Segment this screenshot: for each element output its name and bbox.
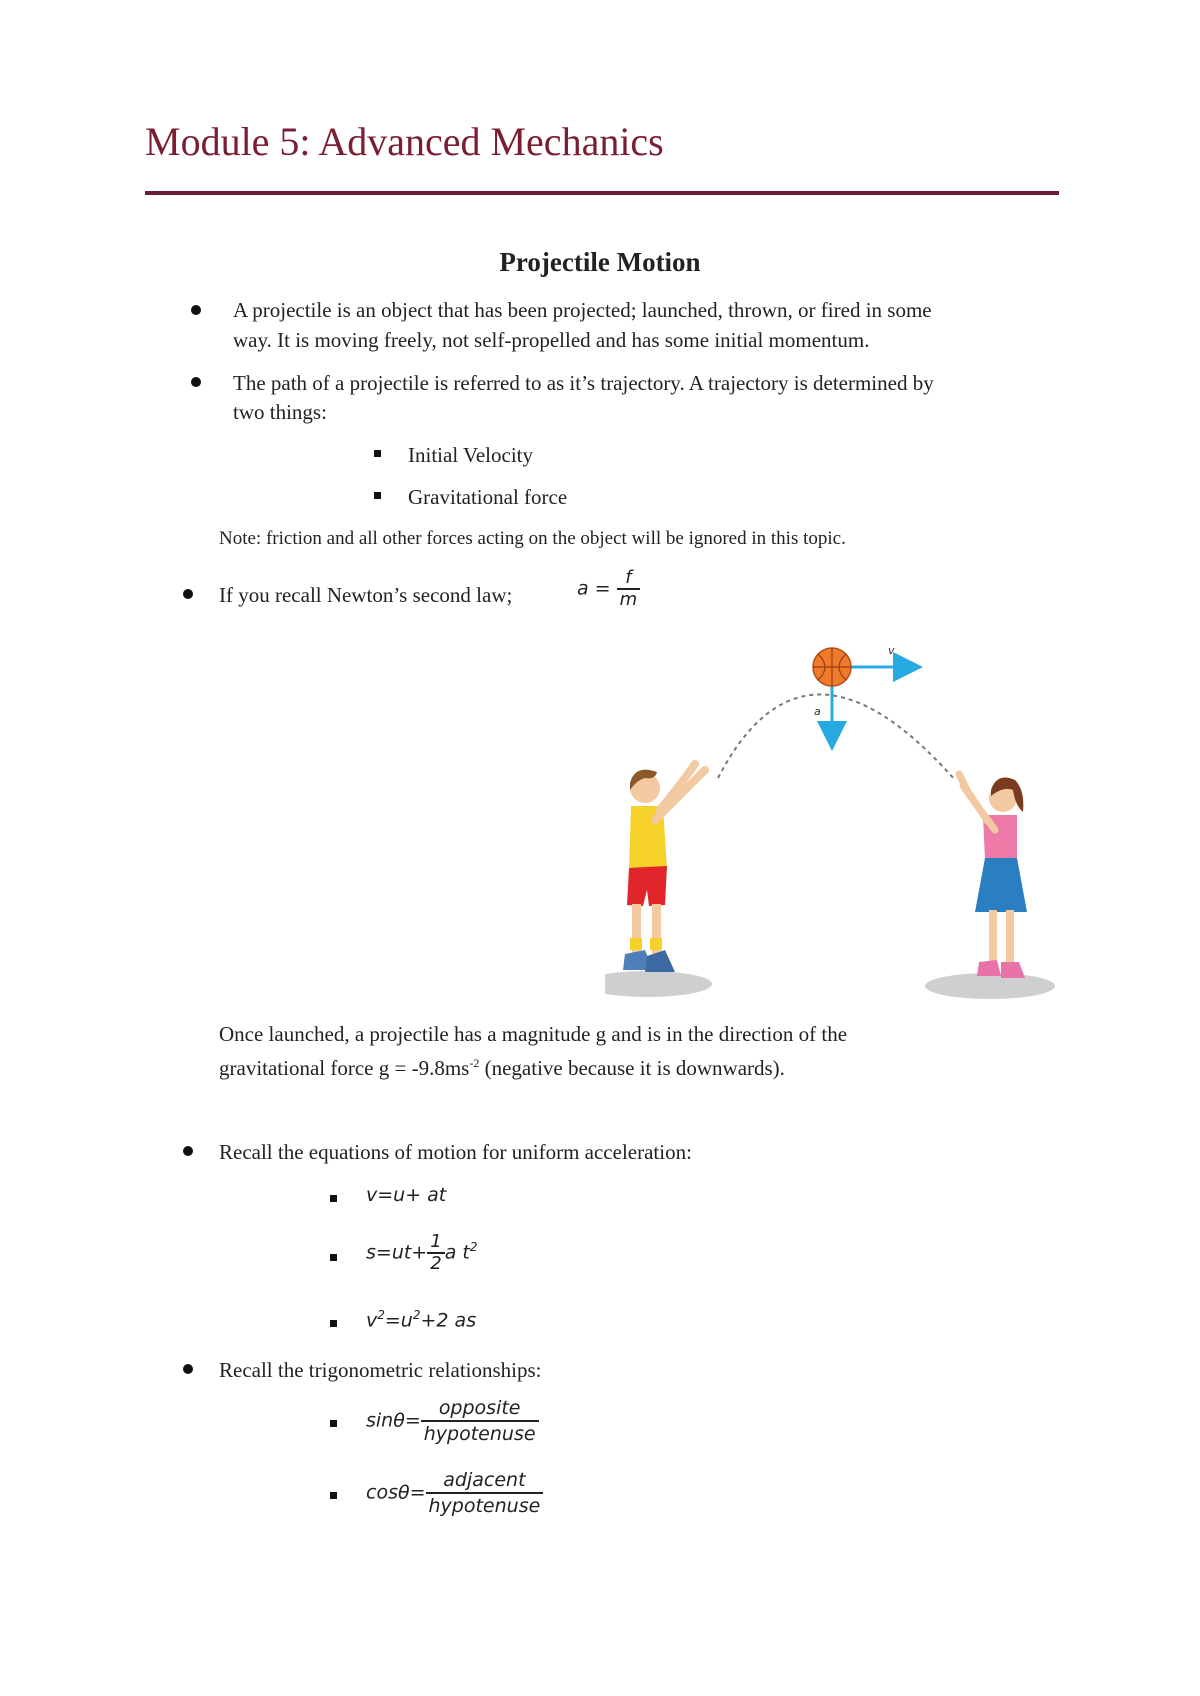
equation-2-den: 2: [430, 1253, 442, 1274]
equation-3-v: v: [366, 1309, 378, 1332]
newton-lhs: a =: [577, 577, 611, 600]
bullet-icon: [183, 1146, 193, 1156]
square-bullet-icon: [330, 1492, 337, 1499]
section-title: Projectile Motion: [499, 247, 701, 277]
equation-2-rhs: a t: [444, 1241, 470, 1264]
girl-shadow: [925, 973, 1055, 999]
boy-figure: [623, 764, 705, 972]
bullet-icon: [183, 589, 193, 599]
bullet-2-line-2: two things:: [233, 400, 327, 424]
sine-lhs: sinθ=: [366, 1409, 421, 1432]
launch-line-2-b: (negative because it is downwards).: [479, 1056, 785, 1080]
square-bullet-icon: [330, 1320, 337, 1327]
bullet-1-line-2: way. It is moving freely, not self-propelled and has some initial momentum.: [233, 328, 870, 352]
sub-bullet-initial-velocity: Initial Velocity: [408, 443, 534, 467]
square-bullet-icon: [374, 492, 381, 499]
square-bullet-icon: [374, 450, 381, 457]
newton-law-text: If you recall Newton’s second law;: [219, 583, 513, 607]
girl-figure: [959, 774, 1027, 978]
sine-fraction: [421, 1396, 539, 1446]
title-divider: [145, 191, 1059, 195]
equation-2-fraction: [427, 1232, 444, 1274]
bullet-icon: [183, 1364, 193, 1374]
newton-numerator: f: [617, 568, 641, 590]
cosine-fraction: [426, 1468, 544, 1518]
equation-3-sup-1: 2: [377, 1308, 385, 1322]
cosine-denominator: hypotenuse: [428, 1495, 541, 1517]
velocity-label: v: [888, 644, 895, 657]
equations-intro: Recall the equations of motion for uniform acceleration:: [219, 1140, 692, 1164]
newton-formula: [577, 568, 640, 610]
equation-3-mid: =u: [384, 1309, 413, 1332]
cosine-numerator: adjacent: [426, 1468, 544, 1494]
equation-3-rhs: +2 as: [420, 1309, 477, 1332]
projectile-figure: [605, 640, 1055, 1005]
sine-denominator: hypotenuse: [423, 1423, 536, 1445]
launch-line-2-sup: -2: [469, 1056, 480, 1070]
module-title: Module 5: Advanced Mechanics: [145, 119, 664, 164]
launch-line-2-a: gravitational force g = -9.8ms: [219, 1056, 470, 1080]
trajectory-path: [718, 694, 955, 780]
cosine-formula: [366, 1468, 543, 1518]
sine-formula: [366, 1396, 539, 1446]
equation-2-num: 1: [427, 1232, 444, 1254]
acceleration-label: a: [814, 705, 821, 718]
square-bullet-icon: [330, 1420, 337, 1427]
newton-denominator: m: [619, 589, 638, 610]
equation-2-lhs: s=ut+: [366, 1241, 428, 1264]
bullet-icon: [191, 305, 201, 315]
equation-3-sup-2: 2: [412, 1308, 421, 1322]
cosine-lhs: cosθ=: [366, 1481, 426, 1504]
launch-line-1: Once launched, a projectile has a magnitude g and is in the direction of the: [219, 1022, 848, 1046]
note-text: Note: friction and all other forces acting on the object will be ignored in this topic.: [219, 528, 846, 549]
bullet-icon: [191, 377, 201, 387]
sub-bullet-gravitational-force: Gravitational force: [408, 485, 568, 509]
equation-3: [366, 1308, 476, 1331]
sine-numerator: opposite: [421, 1396, 539, 1422]
launch-line-2: [219, 1048, 785, 1083]
newton-fraction: [617, 568, 641, 610]
boy-shadow: [605, 971, 712, 997]
bullet-2-line-1: The path of a projectile is referred to as it’s trajectory. A trajectory is determined by: [233, 371, 934, 395]
square-bullet-icon: [330, 1195, 337, 1202]
equation-1: v=u+ at: [366, 1184, 447, 1206]
square-bullet-icon: [330, 1254, 337, 1261]
trig-intro: Recall the trigonometric relationships:: [219, 1358, 542, 1382]
equation-2: [366, 1232, 477, 1274]
bullet-1-line-1: A projectile is an object that has been projected; launched, thrown, or fired in some: [233, 298, 932, 322]
equation-2-sup: 2: [469, 1240, 478, 1255]
